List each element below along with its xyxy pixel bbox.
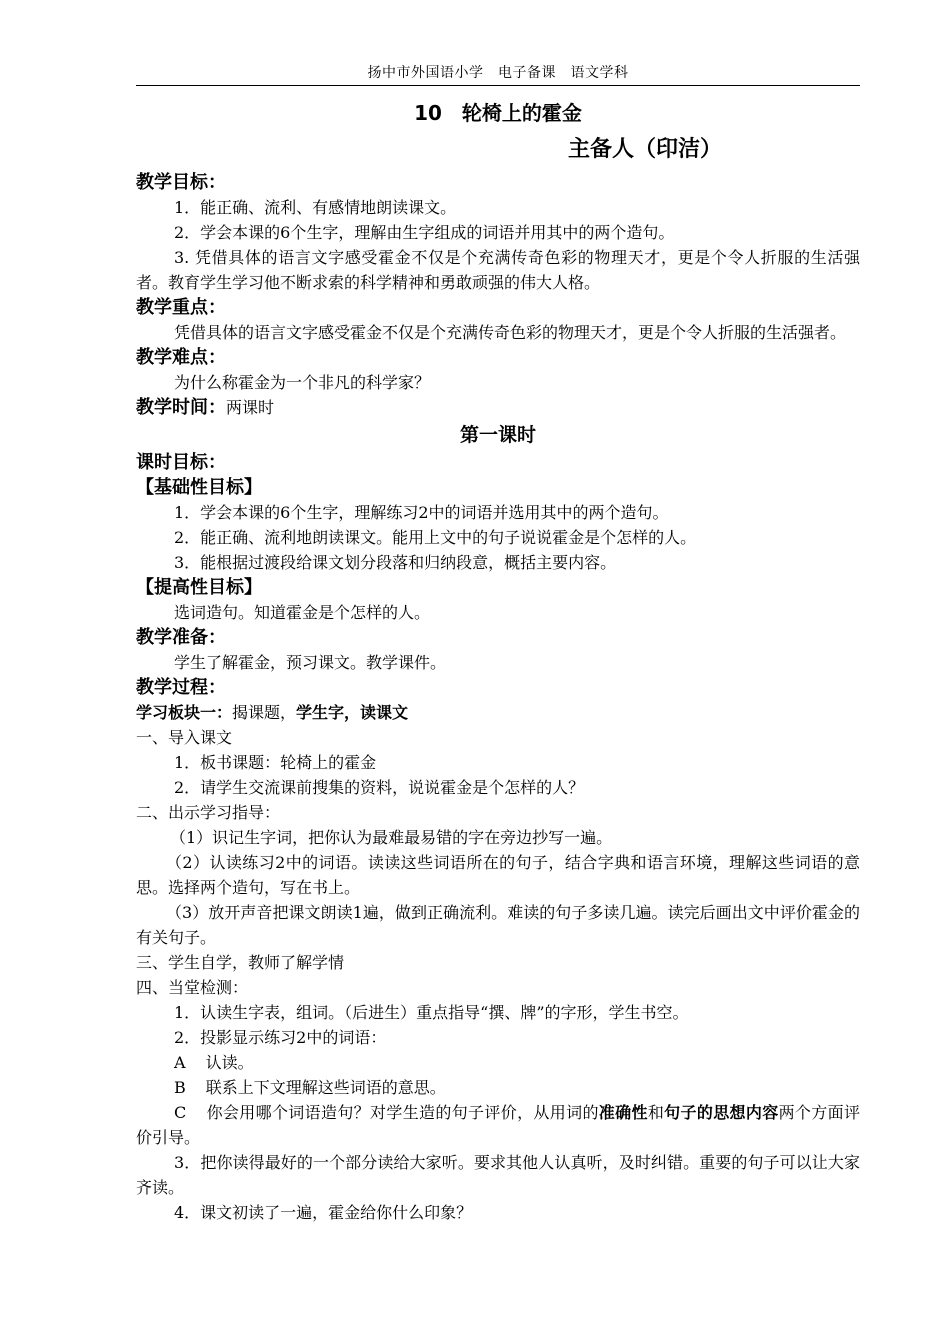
basic-goals-heading: 【基础性目标】 — [136, 477, 262, 498]
basic-goal-2: 2．能正确、流利地朗读课文。能用上文中的句子说说霍金是个怎样的人。 — [174, 528, 697, 547]
sub-item-c-bold-2: 句子的思想内容 — [664, 1103, 779, 1122]
process-heading: 教学过程： — [136, 677, 226, 698]
sub-item-a — [136, 1050, 860, 1075]
key-points-text: 凭借具体的语言文字感受霍金不仅是个充满传奇色彩的物理天才，更是个令人折服的生活强者。 — [174, 323, 847, 342]
sub-item-c — [136, 1100, 860, 1150]
block-bold: 学生字，读课文 — [296, 703, 409, 722]
sub-item-c-text-3: 两个方面评价引导。 — [136, 1103, 860, 1147]
section-4-item-4: 4．课文初读了一遍，霍金给你什么印象？ — [174, 1203, 473, 1222]
sub-item-b — [136, 1075, 860, 1100]
goal-item-1: 1．能正确、流利、有感情地朗读课文。 — [174, 198, 457, 217]
sub-item-b-text: 联系上下文理解这些词语的意思。 — [205, 1078, 446, 1097]
page-header: 扬中市外国语小学 电子备课 语文学科 — [367, 65, 629, 81]
section-3-title: 三、学生自学，教师了解学情 — [136, 953, 345, 972]
sub-item-b-letter: B — [174, 1078, 186, 1097]
section-4-item-3: 3．把你读得最好的一个部分读给大家听。要求其他人认真听，及时纠错。重要的句子可以让大家齐读。 — [136, 1153, 860, 1197]
lesson-period-title: 第一课时 — [459, 424, 536, 446]
preparation-heading: 教学准备： — [136, 627, 226, 648]
document-body — [136, 96, 860, 1225]
section-1-item-1: 1．板书课题：轮椅上的霍金 — [174, 753, 377, 772]
block-plain: 揭课题， — [232, 703, 297, 722]
sub-item-a-letter: A — [174, 1053, 186, 1072]
section-2-item-3: （3）放开声音把课文朗读1遍，做到正确流利。难读的句子多读几遍。读完后画出文中评价霍金的有关句子。 — [136, 903, 860, 947]
difficulty-heading: 教学难点： — [136, 347, 226, 368]
sub-item-c-text-2: 和 — [647, 1103, 665, 1122]
preparation-text: 学生了解霍金，预习课文。教学课件。 — [174, 653, 447, 672]
basic-goal-3: 3．能根据过渡段给课文划分段落和归纳段意，概括主要内容。 — [174, 553, 617, 572]
section-1-item-2: 2．请学生交流课前搜集的资料，说说霍金是个怎样的人？ — [174, 778, 585, 797]
section-4-item-1: 1．认读生字表，组词。（后进生）重点指导“撰、牌”的字形，学生书空。 — [174, 1003, 689, 1022]
block-label: 学习板块一： — [136, 703, 233, 722]
goal-item-3: 3. 凭借具体的语言文字感受霍金不仅是个充满传奇色彩的物理天才，更是个令人折服的生活强者。教育学生学习他不断求索的科学精神和勇敢顽强的伟大人格。 — [136, 248, 860, 292]
basic-goal-1: 1．学会本课的6个生字，理解练习2中的词语并选用其中的两个造句。 — [174, 503, 669, 522]
sub-item-c-letter: C — [174, 1103, 187, 1122]
advanced-goals-heading: 【提高性目标】 — [136, 577, 262, 598]
difficulty-text: 为什么称霍金为一个非凡的科学家？ — [174, 373, 431, 392]
lesson-title-text: 轮椅上的霍金 — [461, 101, 582, 125]
key-points-heading: 教学重点： — [136, 297, 226, 318]
sub-item-a-text: 认读。 — [205, 1053, 254, 1072]
sub-item-c-text-1: 你会用哪个词语造句？对学生造的句子评价，从用词的 — [206, 1103, 599, 1122]
teaching-time-value: 两课时 — [226, 398, 275, 417]
goals-heading: 教学目标： — [136, 172, 226, 193]
section-2-item-2: （2）认读练习2中的词语。读读这些词语所在的句子，结合字典和语言环境，理解这些词语的意思。选择两个造句，写在书上。 — [136, 853, 860, 897]
section-4-title: 四、当堂检测： — [136, 978, 249, 997]
preparer: 主备人（印洁） — [568, 137, 723, 162]
teaching-time — [136, 395, 860, 420]
lesson-title — [136, 96, 860, 130]
lesson-goals-heading: 课时目标： — [136, 452, 226, 473]
teaching-time-heading: 教学时间： — [136, 397, 226, 418]
goal-item-2: 2．学会本课的6个生字，理解由生字组成的词语并用其中的两个造句。 — [174, 223, 675, 242]
advanced-goals-text: 选词造句。知道霍金是个怎样的人。 — [174, 603, 431, 622]
section-2-title: 二、出示学习指导： — [136, 803, 281, 822]
section-4-item-2: 2．投影显示练习2中的词语： — [174, 1028, 387, 1047]
section-2-item-1: （1）识记生字词，把你认为最难最易错的字在旁边抄写一遍。 — [170, 828, 613, 847]
lesson-number: 10 — [414, 101, 442, 125]
section-1-title: 一、导入课文 — [136, 728, 233, 747]
learning-block-title — [136, 700, 860, 725]
header-rule — [136, 85, 860, 86]
sub-item-c-bold-1: 准确性 — [598, 1103, 648, 1122]
